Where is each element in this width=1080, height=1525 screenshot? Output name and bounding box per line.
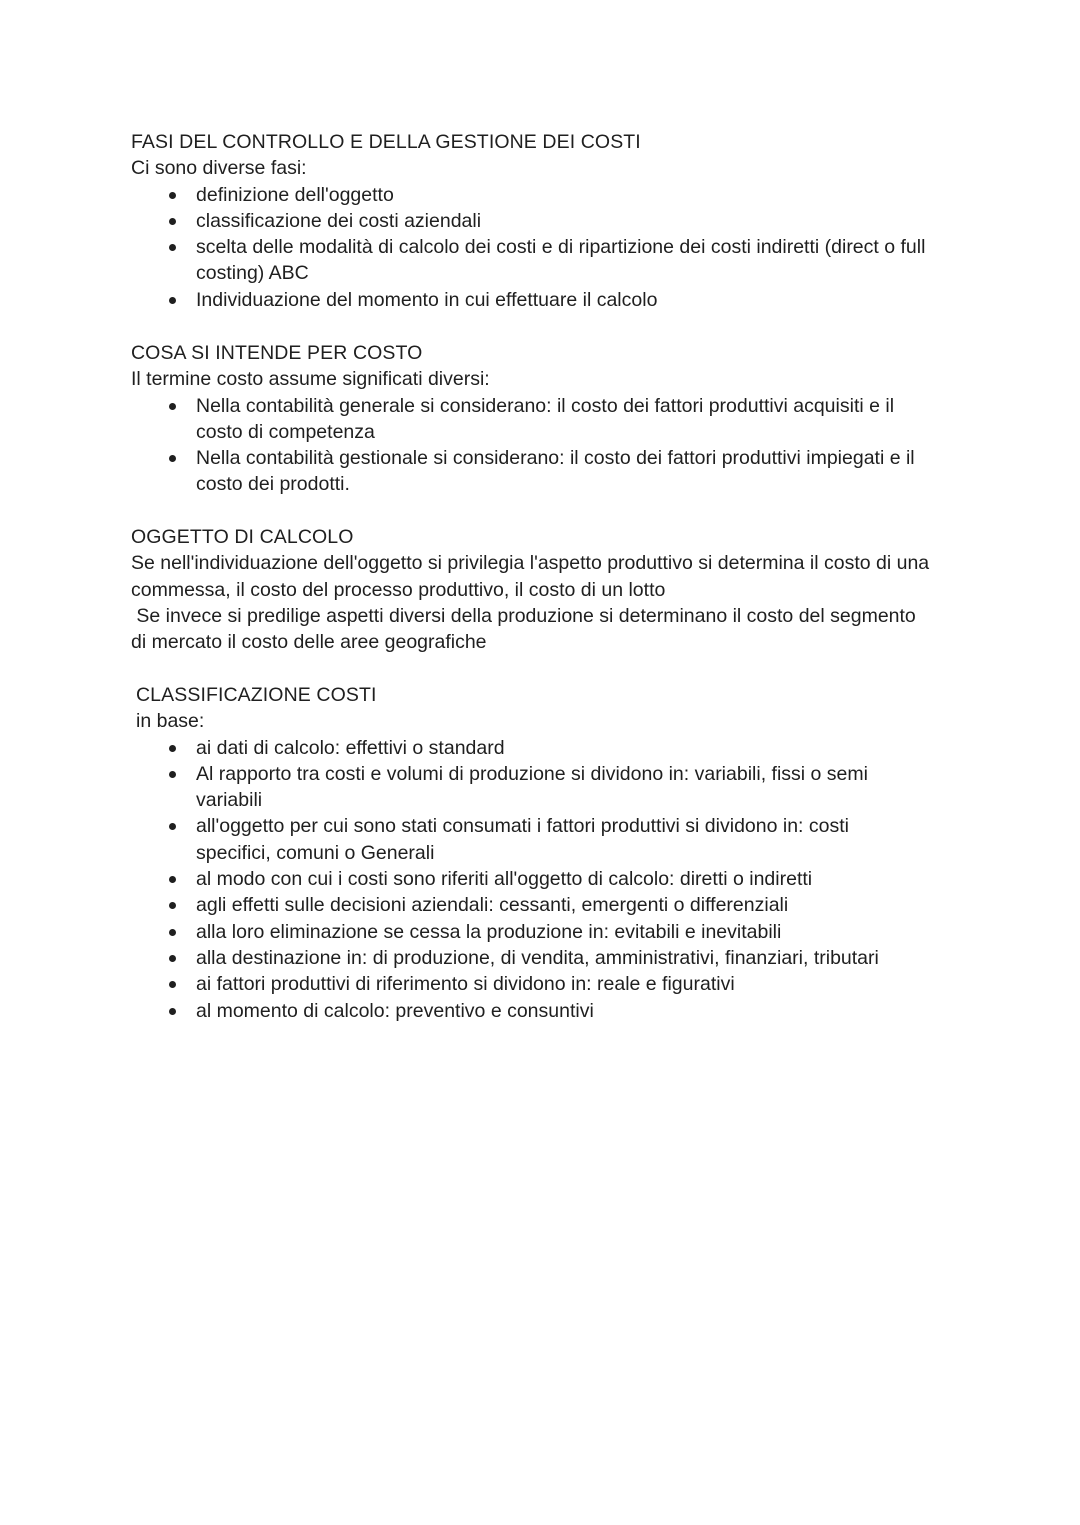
- section-classificazione: [136, 682, 966, 1024]
- section-intro: Ci sono diverse fasi:: [131, 157, 307, 180]
- section-oggetto: [131, 524, 961, 655]
- list-item: Al rapporto tra costi e volumi di produzione si dividono in: variabili, fissi o semi variabili: [136, 761, 896, 814]
- list-item: ai dati di calcolo: effettivi o standard: [136, 735, 966, 761]
- bullet-list: [136, 735, 966, 1024]
- paragraph-line: Se invece si predilige aspetti diversi della produzione si determinano il costo del segmento: [131, 604, 916, 627]
- section-fasi: [131, 129, 961, 313]
- list-item: alla loro eliminazione se cessa la produzione in: evitabili e inevitabili: [136, 919, 966, 945]
- list-item: ai fattori produttivi di riferimento si dividono in: reale e figurativi: [136, 971, 966, 997]
- list-item: al modo con cui i costi sono riferiti all'oggetto di calcolo: diretti o indiretti: [136, 866, 966, 892]
- section-intro: Il termine costo assume significati diversi:: [131, 368, 490, 391]
- section-heading: CLASSIFICAZIONE COSTI: [136, 684, 377, 706]
- list-item: classificazione dei costi aziendali: [131, 208, 961, 234]
- bullet-list: [131, 182, 961, 313]
- bullet-list: [131, 393, 961, 498]
- section-heading: FASI DEL CONTROLLO E DELLA GESTIONE DEI COSTI: [131, 131, 641, 153]
- section-intro: in base:: [136, 710, 205, 733]
- section-heading: OGGETTO DI CALCOLO: [131, 526, 354, 548]
- list-item: al momento di calcolo: preventivo e consuntivi: [136, 998, 966, 1024]
- paragraph-line: di mercato il costo delle aree geografiche: [131, 631, 487, 654]
- list-item: agli effetti sulle decisioni aziendali: cessanti, emergenti o differenziali: [136, 892, 966, 918]
- section-heading: COSA SI INTENDE PER COSTO: [131, 342, 423, 364]
- list-item: Nella contabilità generale si considerano: il costo dei fattori produttivi acquisiti e il costo di competenza: [131, 393, 931, 446]
- paragraph-line: commessa, il costo del processo produttivo, il costo di un lotto: [131, 578, 666, 601]
- list-item: alla destinazione in: di produzione, di vendita, amministrativi, finanziari, tributari: [136, 945, 966, 971]
- list-item: all'oggetto per cui sono stati consumati i fattori produttivi si dividono in: costi specifici, comuni o Generali: [136, 813, 886, 866]
- list-item: Individuazione del momento in cui effettuare il calcolo: [131, 287, 961, 313]
- paragraph-line: Se nell'individuazione dell'oggetto si privilegia l'aspetto produttivo si determina il costo di una: [131, 552, 930, 575]
- list-item: definizione dell'oggetto: [131, 182, 961, 208]
- list-item: Nella contabilità gestionale si considerano: il costo dei fattori produttivi impiegati e il costo dei prodotti.: [131, 445, 946, 498]
- section-costo: [131, 340, 961, 498]
- list-item: scelta delle modalità di calcolo dei costi e di ripartizione dei costi indiretti (direct o full costing) ABC: [131, 234, 961, 287]
